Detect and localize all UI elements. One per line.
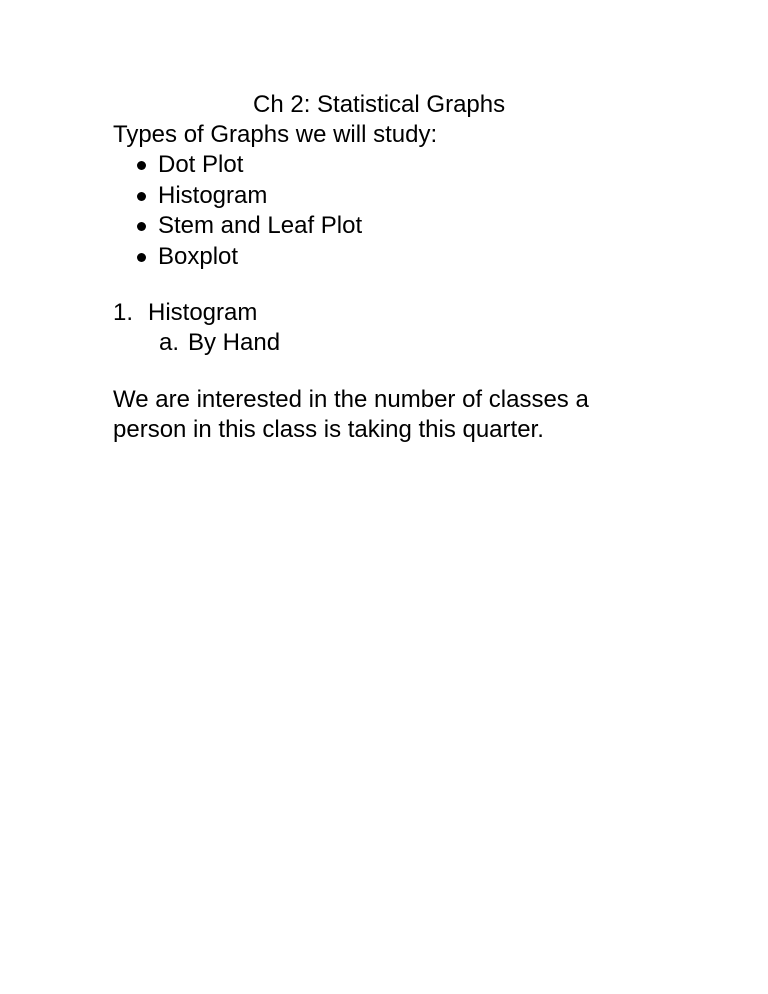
paragraph-line: person in this class is taking this quarter. (113, 416, 544, 443)
bullet-icon (137, 222, 146, 231)
list-item-label: Histogram (158, 181, 268, 209)
subsection-title: By Hand (188, 329, 281, 356)
list-item-label: Boxplot (158, 242, 239, 270)
intro-text: Types of Graphs we will study: (113, 121, 438, 148)
bullet-icon (137, 192, 146, 201)
bullet-icon (137, 253, 146, 262)
section-number: 1. (113, 299, 134, 326)
bullet-icon (137, 161, 146, 170)
page-title: Ch 2: Statistical Graphs (253, 91, 506, 118)
list-item-label: Dot Plot (158, 151, 244, 178)
subsection-letter: a. (159, 329, 180, 356)
list-item-label: Stem and Leaf Plot (158, 212, 363, 239)
paragraph-line: We are interested in the number of classes a (113, 386, 589, 413)
section-title: Histogram (148, 299, 258, 326)
body-paragraph (113, 385, 673, 445)
